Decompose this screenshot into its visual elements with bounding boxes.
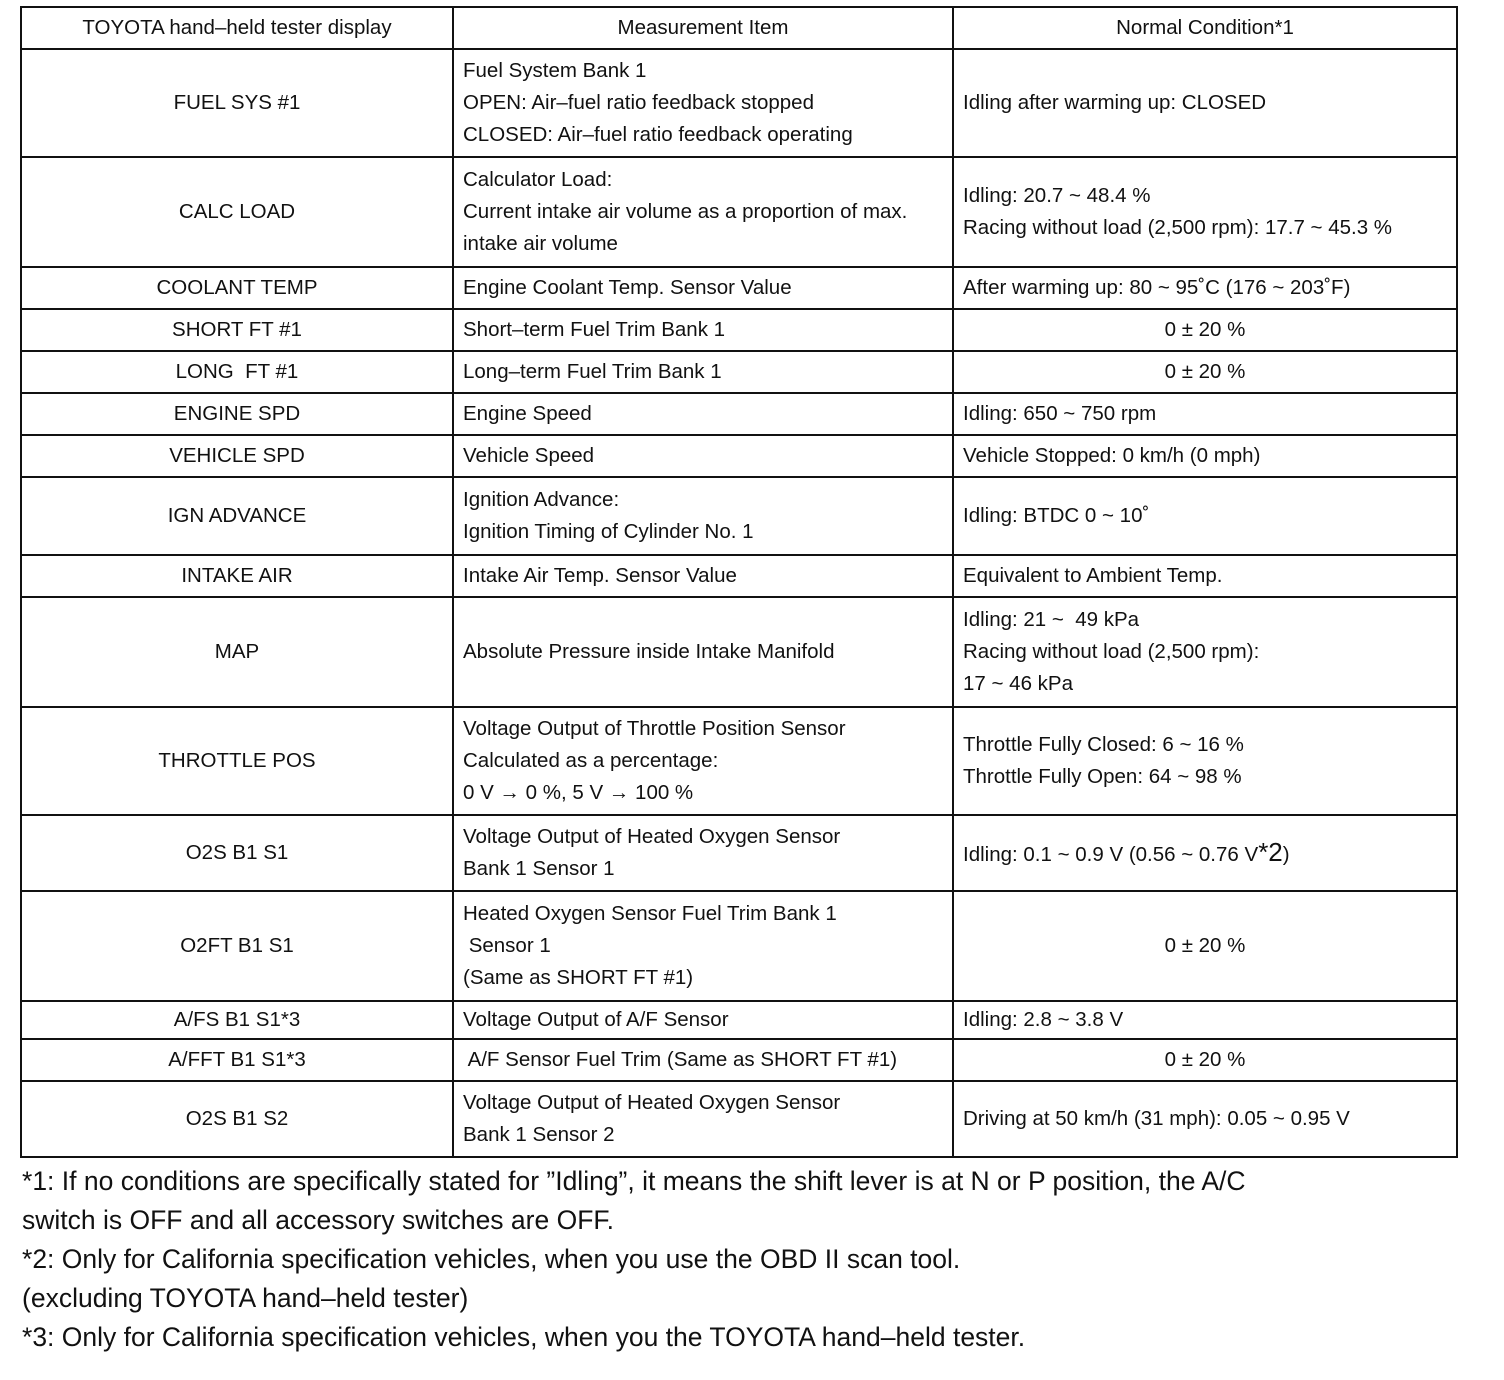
footnote-1: *1: If no conditions are specifically stated for ”Idling”, it means the shift lever is at N or P position, the A/C xyxy=(22,1166,1246,1196)
measurement-line: Fuel System Bank 1 xyxy=(463,59,647,82)
measurement-cell xyxy=(453,1001,953,1039)
condition-line: 0 ± 20 % xyxy=(1164,934,1246,957)
measurement-line: Engine Coolant Temp. Sensor Value xyxy=(463,276,792,299)
measurement-line: CLOSED: Air–fuel ratio feedback operating xyxy=(463,123,853,146)
table-row xyxy=(21,1039,1457,1081)
normal-condition-cell xyxy=(953,477,1457,555)
table-row xyxy=(21,309,1457,351)
header-measurement-item: Measurement Item xyxy=(453,7,953,49)
normal-condition-cell xyxy=(953,49,1457,157)
measurement-cell xyxy=(453,707,953,815)
table-row xyxy=(21,477,1457,555)
measurement-line: Intake Air Temp. Sensor Value xyxy=(463,564,737,587)
measurement-cell xyxy=(453,597,953,707)
measurement-cell xyxy=(453,309,953,351)
normal-condition-cell xyxy=(953,707,1457,815)
display-cell: A/FFT B1 S1*3 xyxy=(21,1039,453,1081)
condition-line: Vehicle Stopped: 0 km/h (0 mph) xyxy=(963,444,1261,467)
measurement-cell xyxy=(453,157,953,267)
measurement-line: Ignition Advance: xyxy=(463,488,620,511)
condition-line: 17 ~ 46 kPa xyxy=(963,672,1073,695)
table-row xyxy=(21,891,1457,1001)
display-cell: THROTTLE POS xyxy=(21,707,453,815)
measurement-line: 0 V → 0 %, 5 V → 100 % xyxy=(463,781,694,804)
table-row xyxy=(21,267,1457,309)
normal-condition-cell xyxy=(953,1081,1457,1157)
measurement-line: Voltage Output of Throttle Position Sensor xyxy=(463,717,846,740)
measurement-line: Long–term Fuel Trim Bank 1 xyxy=(463,360,722,383)
normal-condition-cell xyxy=(953,1001,1457,1039)
display-cell: VEHICLE SPD xyxy=(21,435,453,477)
normal-condition-cell xyxy=(953,815,1457,891)
normal-condition-cell xyxy=(953,555,1457,597)
normal-condition-cell xyxy=(953,267,1457,309)
measurement-cell xyxy=(453,351,953,393)
table-row xyxy=(21,351,1457,393)
measurement-cell xyxy=(453,49,953,157)
measurement-line: Engine Speed xyxy=(463,402,592,425)
condition-text-end: ) xyxy=(1282,842,1290,866)
condition-line: Idling: 2.8 ~ 3.8 V xyxy=(963,1008,1124,1031)
condition-line: Equivalent to Ambient Temp. xyxy=(963,564,1223,587)
table-row xyxy=(21,49,1457,157)
measurement-line: Voltage Output of A/F Sensor xyxy=(463,1008,729,1031)
data-list-table xyxy=(20,6,1458,1158)
measurement-cell xyxy=(453,477,953,555)
display-cell: ENGINE SPD xyxy=(21,393,453,435)
table-header-row xyxy=(21,7,1457,49)
condition-line: 0 ± 20 % xyxy=(1164,318,1246,341)
condition-line: Idling: 21 ~ 49 kPa xyxy=(963,608,1140,631)
measurement-line: Current intake air volume as a proportion of max. xyxy=(463,200,908,223)
table-row xyxy=(21,1081,1457,1157)
table-row xyxy=(21,435,1457,477)
measurement-cell xyxy=(453,393,953,435)
measurement-line: Voltage Output of Heated Oxygen Sensor xyxy=(463,825,841,848)
header-normal-condition: Normal Condition*1 xyxy=(953,7,1457,49)
condition-line: Driving at 50 km/h (31 mph): 0.05 ~ 0.95 V xyxy=(963,1107,1350,1130)
measurement-cell xyxy=(453,267,953,309)
document-page xyxy=(20,6,1456,1357)
footnote-3: *3: Only for California specification vehicles, when you the TOYOTA hand–held tester. xyxy=(22,1322,1026,1352)
measurement-line: Sensor 1 xyxy=(463,934,551,957)
display-cell: IGN ADVANCE xyxy=(21,477,453,555)
condition-line: 0 ± 20 % xyxy=(1164,360,1246,383)
footnote-2: *2: Only for California specification vehicles, when you use the OBD II scan tool. xyxy=(22,1244,961,1274)
display-cell: INTAKE AIR xyxy=(21,555,453,597)
footnote-2-continued: (excluding TOYOTA hand–held tester) xyxy=(22,1283,469,1313)
display-cell: CALC LOAD xyxy=(21,157,453,267)
display-cell: O2S B1 S2 xyxy=(21,1081,453,1157)
normal-condition-cell xyxy=(953,1039,1457,1081)
measurement-cell xyxy=(453,891,953,1001)
condition-line: Racing without load (2,500 rpm): xyxy=(963,640,1260,663)
condition-line: Racing without load (2,500 rpm): 17.7 ~ 45.3 % xyxy=(963,216,1393,239)
normal-condition-cell xyxy=(953,435,1457,477)
measurement-cell xyxy=(453,435,953,477)
condition-line: Idling: BTDC 0 ~ 10˚ xyxy=(963,504,1150,527)
normal-condition-cell xyxy=(953,597,1457,707)
measurement-line: OPEN: Air–fuel ratio feedback stopped xyxy=(463,91,814,114)
table-row xyxy=(21,555,1457,597)
normal-condition-cell xyxy=(953,351,1457,393)
normal-condition-cell xyxy=(953,393,1457,435)
measurement-line: Bank 1 Sensor 1 xyxy=(463,857,615,880)
measurement-line: Calculated as a percentage: xyxy=(463,749,719,772)
table-row xyxy=(21,1001,1457,1039)
display-cell: FUEL SYS #1 xyxy=(21,49,453,157)
table-row xyxy=(21,815,1457,891)
condition-line xyxy=(963,836,1447,871)
measurement-line: intake air volume xyxy=(463,232,618,255)
display-cell: A/FS B1 S1*3 xyxy=(21,1001,453,1039)
measurement-cell xyxy=(453,1039,953,1081)
display-cell: LONG FT #1 xyxy=(21,351,453,393)
measurement-line: Absolute Pressure inside Intake Manifold xyxy=(463,640,835,663)
measurement-line: Vehicle Speed xyxy=(463,444,595,467)
table-row xyxy=(21,707,1457,815)
condition-line: 0 ± 20 % xyxy=(1164,1048,1246,1071)
normal-condition-cell xyxy=(953,157,1457,267)
normal-condition-cell xyxy=(953,891,1457,1001)
table-row xyxy=(21,597,1457,707)
condition-line: Throttle Fully Closed: 6 ~ 16 % xyxy=(963,733,1244,756)
measurement-line: Bank 1 Sensor 2 xyxy=(463,1123,615,1146)
measurement-line: Short–term Fuel Trim Bank 1 xyxy=(463,318,726,341)
condition-line: After warming up: 80 ~ 95˚C (176 ~ 203˚F) xyxy=(963,276,1351,299)
table-row xyxy=(21,157,1457,267)
display-cell: MAP xyxy=(21,597,453,707)
measurement-line: Voltage Output of Heated Oxygen Sensor xyxy=(463,1091,841,1114)
condition-text: Idling: 0.1 ~ 0.9 V (0.56 ~ 0.76 V xyxy=(963,842,1259,866)
measurement-line: Heated Oxygen Sensor Fuel Trim Bank 1 xyxy=(463,902,837,925)
normal-condition-cell xyxy=(953,309,1457,351)
footnote-1-continued: switch is OFF and all accessory switches are OFF. xyxy=(22,1205,614,1235)
footnote-mark: *2 xyxy=(1258,836,1283,867)
measurement-line: Ignition Timing of Cylinder No. 1 xyxy=(463,520,754,543)
condition-line: Idling: 650 ~ 750 rpm xyxy=(963,402,1157,425)
measurement-line: A/F Sensor Fuel Trim (Same as SHORT FT #1) xyxy=(463,1048,898,1071)
condition-line: Idling after warming up: CLOSED xyxy=(963,91,1267,114)
display-cell: COOLANT TEMP xyxy=(21,267,453,309)
measurement-line: (Same as SHORT FT #1) xyxy=(463,966,694,989)
footnotes xyxy=(20,1162,1456,1357)
table-row xyxy=(21,393,1457,435)
measurement-line: Calculator Load: xyxy=(463,168,613,191)
display-cell: O2FT B1 S1 xyxy=(21,891,453,1001)
measurement-cell xyxy=(453,555,953,597)
condition-line: Idling: 20.7 ~ 48.4 % xyxy=(963,184,1151,207)
condition-line: Throttle Fully Open: 64 ~ 98 % xyxy=(963,765,1242,788)
header-tester-display: TOYOTA hand–held tester display xyxy=(21,7,453,49)
measurement-cell xyxy=(453,815,953,891)
display-cell: O2S B1 S1 xyxy=(21,815,453,891)
display-cell: SHORT FT #1 xyxy=(21,309,453,351)
measurement-cell xyxy=(453,1081,953,1157)
